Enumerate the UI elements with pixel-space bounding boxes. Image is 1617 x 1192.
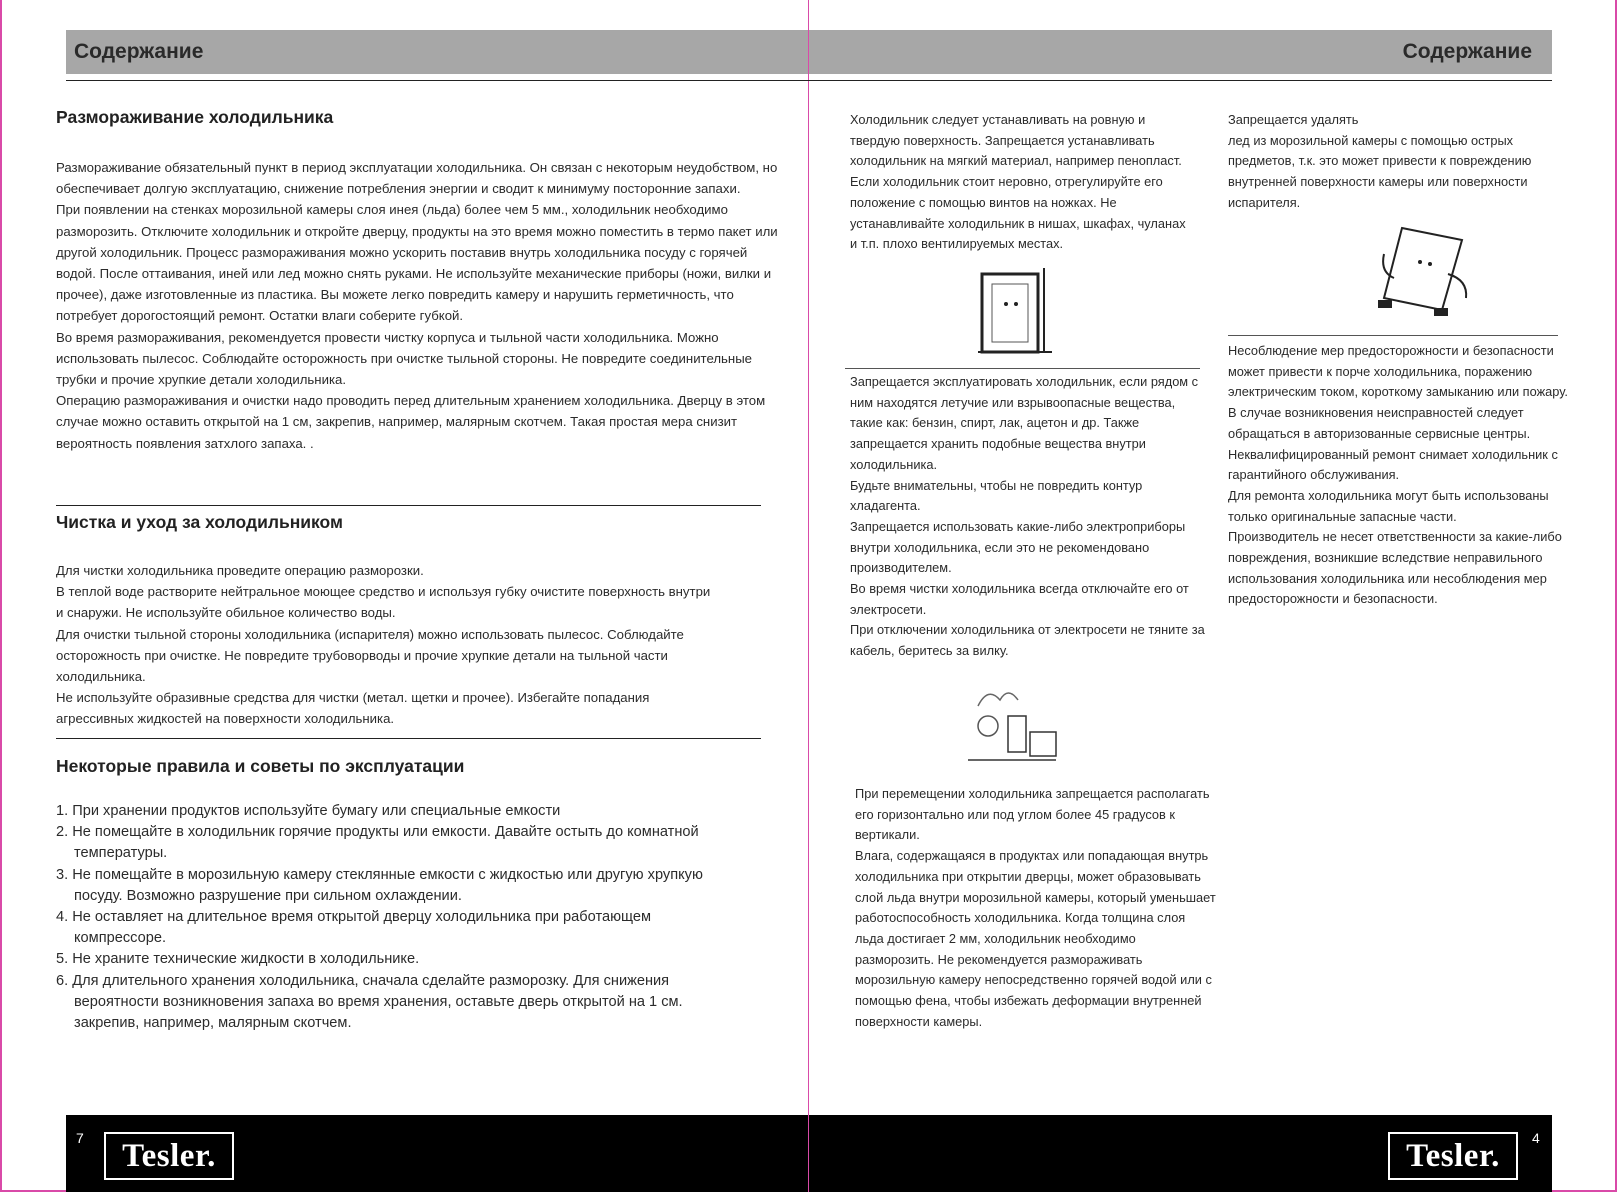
center-fold-line: [808, 0, 809, 1192]
header-underline: [66, 80, 1552, 81]
rules-title: Некоторые правила и советы по эксплуатации: [56, 756, 465, 776]
header-title-right: Содержание: [1402, 40, 1532, 63]
rules-list: [56, 801, 716, 1034]
divider: [845, 368, 1200, 369]
tesler-logo-right: Tesler.: [1388, 1132, 1518, 1180]
cleaning-paragraph: Для чистки холодильника проведите операцию разморозки.: [56, 563, 424, 578]
middle-paragraph: Влага, содержащаяся в продуктах или попадающая внутрь холодильника при открытии дверцы, может образовывать слой льда внутри морозильной камеры, который уменьшает работоспособность холодильника. Когда толщина слоя льда достигает 2 мм, холодильник необходимо разморозить. Не рекомендуется размораживать морозильную камеру непосредственно горячей водой или с помощью фена, чтобы избежать деформации внутренней поверхности камеры.: [855, 848, 1216, 1029]
middle-paragraph: Запрещается использовать какие-либо электроприборы внутри холодильника, если это не рекомендовано производителем.: [850, 518, 1186, 576]
defrost-paragraph: Операцию размораживания и очистки надо проводить перед длительным хранением холодильника. Дверцу в этом случае можно оставить открытой на 1 см, закрепив, например, малярным скотчем. Такая простая мера снизит вероятность появления затхлого запаха. .: [56, 393, 766, 451]
defrost-paragraph: Размораживание обязательный пункт в период эксплуатации холодильника. Он связан с некоторым неудобством, но обеспечивает долгую эксплуатацию, снижение потребления энергии и сводит к минимуму посторонние запахи.: [56, 160, 778, 197]
flammables-illustration: [958, 676, 1064, 772]
cleaning-paragraph: В теплой воде растворите нейтральное моющее средство и используя губку очистите поверхность внутри и снаружи. Не используйте обильное количество воды.: [56, 584, 711, 621]
right-paragraph: лед из морозильной камеры с помощью острых предметов, т.к. это может привести к повреждению внутренней поверхности камеры или поверхности испарителя.: [1228, 132, 1532, 210]
middle-paragraph: Холодильник следует устанавливать на ровную и твердую поверхность. Запрещается устанавливать холодильник на мягкий материал, например пенопласт. Если холодильник стоит неровно, отрегулируйте его положение с помощью винтов на ножках. Не устанавливайте холодильник в нишах, шкафах, чуланах и т.п. плохо вентилируемых местах.: [850, 112, 1186, 252]
section-divider: [56, 738, 761, 739]
fridge-level-illustration: [972, 262, 1058, 358]
rule-item: 1. При хранении продуктов используйте бумагу или специальные емкости: [56, 803, 561, 819]
right-paragraph: Запрещается удалять: [1228, 112, 1359, 127]
right-column-block1: [1228, 110, 1568, 214]
middle-paragraph: Будьте внимательны, чтобы не повредить контур хладагента.: [850, 477, 1143, 514]
right-paragraph: Производитель не несет ответственности за какие-либо повреждения, возникшие вследствие неправильного использования холодильника или несоблюдения мер предосторожности и безопасности.: [1228, 529, 1562, 607]
right-column-block2: [1228, 341, 1573, 610]
middle-column-block2: [850, 372, 1208, 662]
section-divider: [56, 505, 761, 506]
header-bar-left: [66, 30, 808, 74]
rule-item: 2. Не помещайте в холодильник горячие продукты или емкости. Давайте остыть до комнатной температуры.: [56, 824, 699, 862]
defrost-paragraph: При появлении на стенках морозильной камеры слоя инея (льда) более чем 5 мм., холодильник необходимо разморозить. Отключите холодильник и откройте дверцу, продукты на это время можно поместить в термо пакет или другой холодильник. Процесс размораживания можно ускорить поставив внутрь холодильника посуду с горячей водой. После оттаивания, иней или лед можно снять руками. Не используйте механические приборы (ножи, вилки и прочее), даже изготовленные из пластика. Вы можете легко повредить камеру и нарушить герметичность, что потребует дорогостоящий ремонт. Остатки влаги соберите губкой.: [56, 202, 778, 324]
rule-item: 5. Не храните технические жидкости в холодильнике.: [56, 951, 420, 968]
right-paragraph: Несоблюдение мер предосторожности и безопасности может привести к порче холодильника, поражению электрическим током, короткому замыканию или пожару.: [1228, 343, 1568, 400]
cleaning-body: [56, 560, 716, 730]
page-number-left: 7: [76, 1130, 84, 1146]
right-paragraph: В случае возникновения неисправностей следует обращаться в авторизованные сервисные центры. Неквалифицированный ремонт снимает холодильник с гарантийного обслуживания.: [1228, 405, 1558, 483]
defrost-body: [56, 157, 784, 454]
tesler-logo-left: Tesler.: [104, 1132, 234, 1180]
middle-column-block3: [855, 784, 1217, 1032]
rule-item: 6. Для длительного хранения холодильника, сначала сделайте разморозку. Для снижения вероятности возникновения запаха во время хранения, оставьте дверь открытой на 1 см. закрепив, например, малярным скотчем.: [56, 972, 683, 1032]
middle-paragraph: При перемещении холодильника запрещается располагать его горизонтально или под углом более 45 градусов к вертикали.: [855, 786, 1210, 843]
rule-item: 3. Не помещайте в морозильную камеру стеклянные емкости с жидкостью или другую хрупкую посуду. Возможно разрушение при сильном охлаждении.: [56, 866, 703, 904]
header-bar-right: [809, 30, 1552, 74]
page-number-right: 4: [1532, 1130, 1540, 1146]
middle-column-block1: [850, 110, 1195, 255]
right-paragraph: Для ремонта холодильника могут быть использованы только оригинальные запасные части.: [1228, 487, 1549, 524]
defrost-title: Размораживание холодильника: [56, 107, 334, 127]
left-edge-line: [0, 0, 2, 1192]
cleaning-paragraph: Для очистки тыльной стороны холодильника (испарителя) можно использовать пылесос. Соблюдайте осторожность при очистке. Не повредите трубоворводы и прочие хрупкие детали на тыльной части холодильника.: [56, 626, 684, 685]
middle-paragraph: Во время чистки холодильника всегда отключайте его от электросети.: [850, 581, 1189, 617]
header-title-left: Содержание: [74, 40, 204, 63]
cleaning-paragraph: Не используйте образивные средства для чистки (метал. щетки и прочее). Избегайте попадания агрессивных жидкостей на поверхности холодильника.: [56, 690, 650, 727]
middle-paragraph: Запрещается эксплуатировать холодильник, если рядом с ним находятся летучие или взрывоопасные вещества, такие как: бензин, спирт, лак, ацетон и др. Также запрещается хранить подобные вещества внутри холодильника.: [850, 374, 1199, 472]
ice-scraping-illustration: [1372, 218, 1484, 318]
defrost-paragraph: Во время размораживания, рекомендуется провести чистку корпуса и тыльной части холодильника. Можно использовать пылесос. Соблюдайте осторожность при очистке тыльной стороны. Не повредите соединительные трубки и прочие хрупкие детали холодильника.: [56, 329, 753, 388]
cleaning-title: Чистка и уход за холодильником: [56, 512, 343, 532]
divider: [1228, 335, 1558, 336]
rule-item: 4. Не оставляет на длительное время открытой дверцу холодильника при работающем компрессоре.: [56, 909, 652, 947]
middle-paragraph: При отключении холодильника от электросети не тяните за кабель, беритесь за вилку.: [850, 622, 1205, 659]
